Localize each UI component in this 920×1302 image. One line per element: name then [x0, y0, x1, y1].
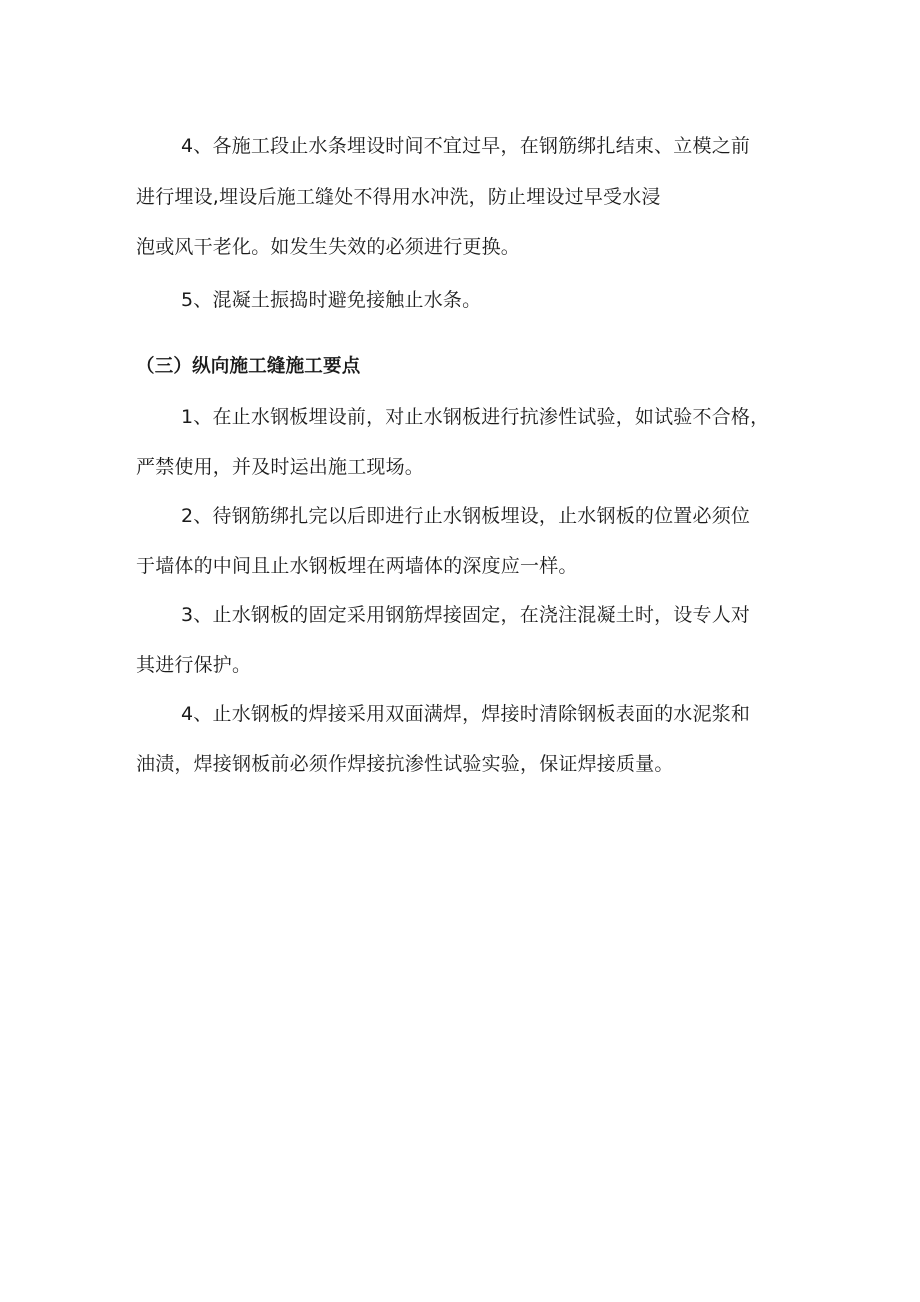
prev-item-4-line-2: 进行埋设,埋设后施工缝处不得用水冲洗，防止埋设过早受水浸: [136, 186, 661, 208]
prev-item-5-line-1: 5、混凝土振捣时避免接触止水条。: [181, 289, 482, 311]
section-3-heading: （三）纵向施工缝施工要点: [136, 356, 361, 377]
item-4-line-2: 油渍，焊接钢板前必须作焊接抗渗性试验实验，保证焊接质量。: [136, 753, 674, 775]
item-1-line-2: 严禁使用，并及时运出施工现场。: [136, 456, 425, 478]
item-3-line-1: 3、止水钢板的固定采用钢筋焊接固定，在浇注混凝土时，设专人对: [181, 604, 751, 626]
item-1-line-1: 1、在止水钢板埋设前，对止水钢板进行抗渗性试验，如试验不合格，: [181, 406, 770, 428]
item-2-line-2: 于墙体的中间且止水钢板埋在两墙体的深度应一样。: [136, 555, 578, 577]
prev-item-4-line-1: 4、各施工段止水条埋设时间不宜过早，在钢筋绑扎结束、立模之前: [181, 135, 751, 157]
prev-item-4-line-3: 泡或风干老化。如发生失效的必须进行更换。: [136, 236, 521, 258]
item-4-line-1: 4、止水钢板的焊接采用双面满焊，焊接时清除钢板表面的水泥浆和: [181, 703, 751, 725]
item-2-line-1: 2、待钢筋绑扎完以后即进行止水钢板埋设，止水钢板的位置必须位: [181, 505, 751, 527]
item-3-line-2: 其进行保护。: [136, 654, 252, 676]
